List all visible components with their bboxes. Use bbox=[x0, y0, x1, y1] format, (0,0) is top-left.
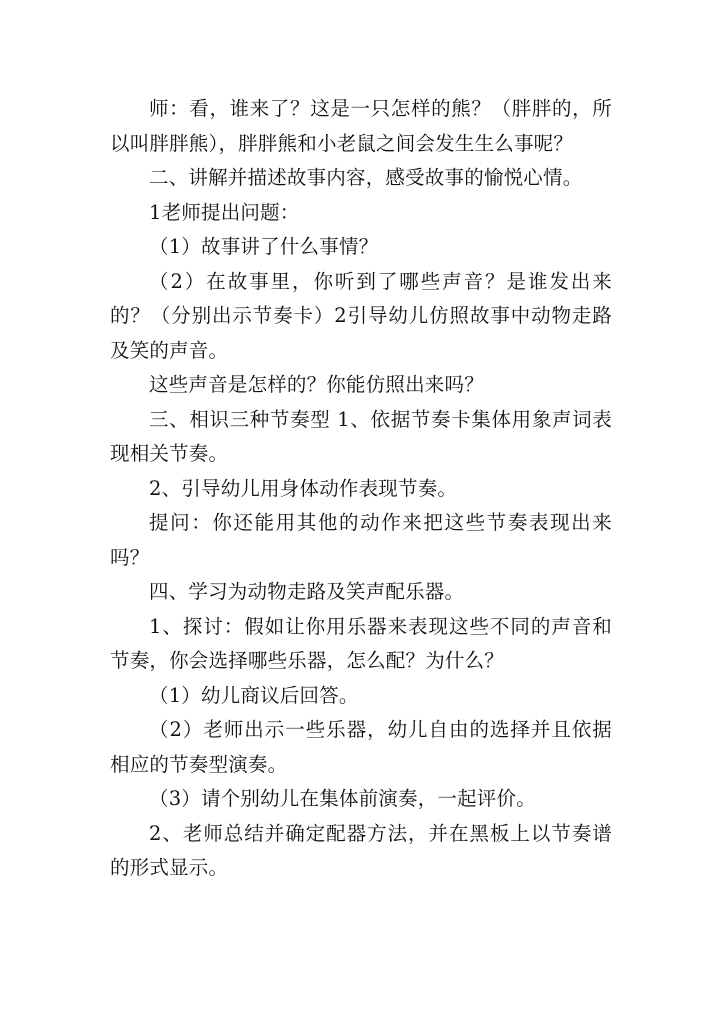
paragraph: 2、引导幼儿用身体动作表现节奏。 bbox=[149, 476, 458, 500]
paragraph: （3）请个别幼儿在集体前演奏，一起评价。 bbox=[149, 787, 536, 810]
paragraph: 提问：你还能用其他的动作来把这些节奏表现出来吗？ bbox=[110, 511, 612, 569]
paragraph: 二、讲解并描述故事内容，感受故事的愉悦心情。 bbox=[149, 166, 583, 189]
paragraph: 这些声音是怎样的？你能仿照出来吗？ bbox=[149, 373, 484, 396]
paragraph: 四、学习为动物走路及笑声配乐器。 bbox=[149, 580, 465, 603]
document-page bbox=[110, 92, 612, 886]
paragraph: （2）老师出示一些乐器，幼儿自由的选择并且依据相应的节奏型演奏。 bbox=[110, 718, 612, 776]
paragraph: （2）在故事里，你听到了哪些声音？是谁发出来的？（分别出示节奏卡）2引导幼儿仿照故事中动物走路及笑的声音。 bbox=[110, 269, 612, 362]
paragraph: 师：看，谁来了？这是一只怎样的熊？（胖胖的，所以叫胖胖熊），胖胖熊和小老鼠之间会发生生么事呢？ bbox=[110, 97, 612, 155]
paragraph: 2、老师总结并确定配器方法，并在黑板上以节奏谱的形式显示。 bbox=[110, 821, 612, 879]
paragraph: （1）幼儿商议后回答。 bbox=[149, 683, 359, 707]
paragraph: 三、相识三种节奏型 1、依据节奏卡集体用象声词表现相关节奏。 bbox=[110, 407, 612, 465]
paragraph: 1老师提出问题： bbox=[149, 200, 300, 224]
paragraph: 1、探讨：假如让你用乐器来表现这些不同的声音和节奏，你会选择哪些乐器，怎么配？为什么？ bbox=[110, 614, 612, 672]
paragraph: （1）故事讲了什么事情？ bbox=[149, 235, 379, 258]
